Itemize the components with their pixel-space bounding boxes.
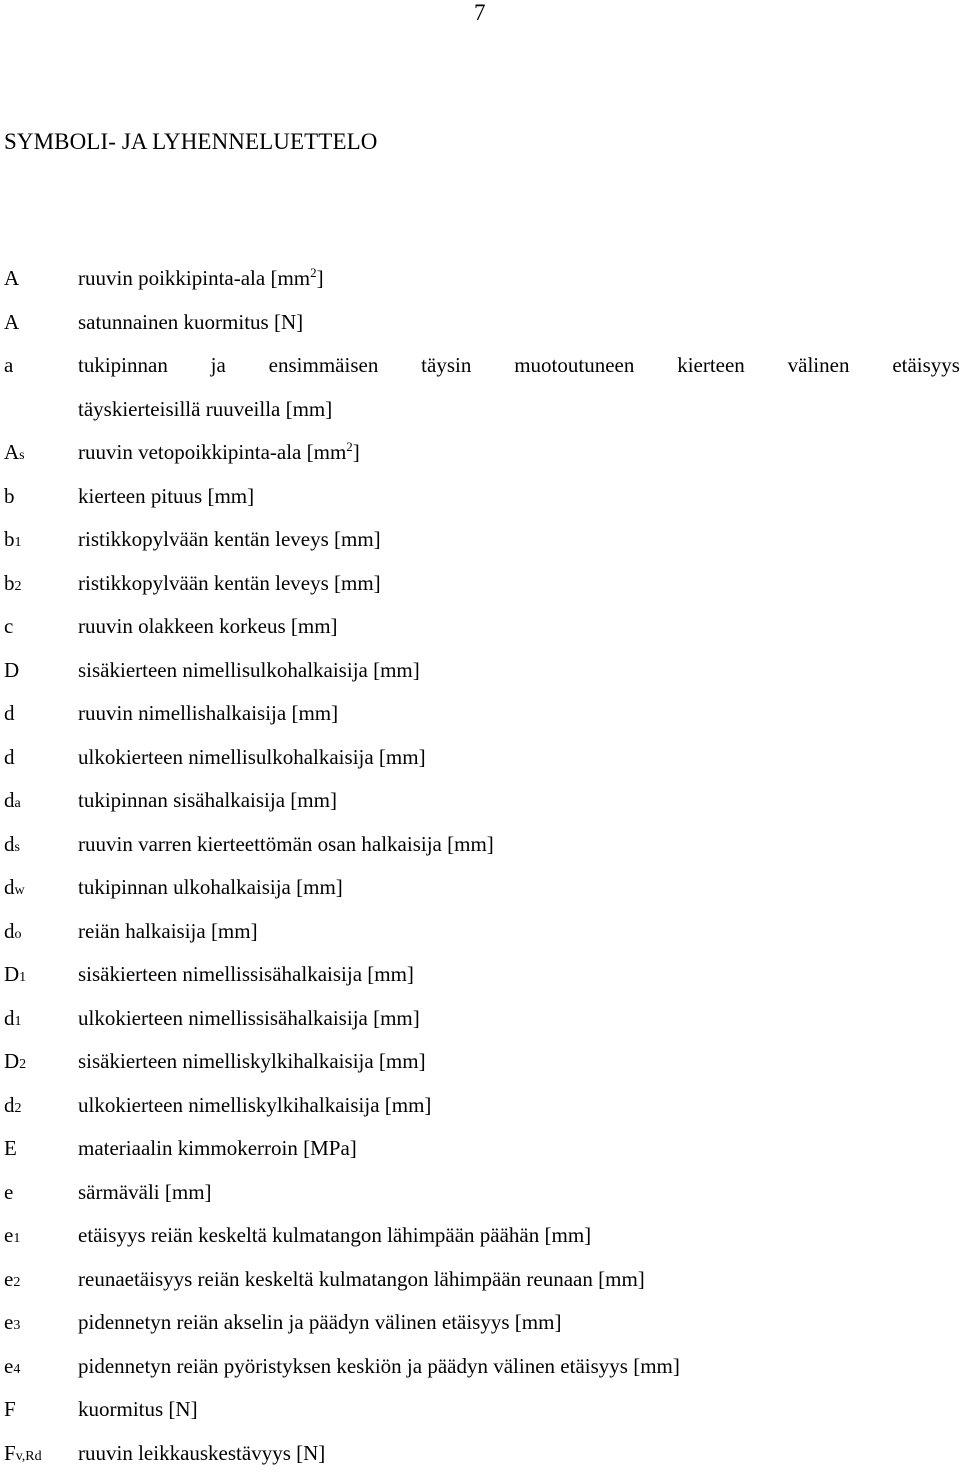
description [78,344,960,431]
description: ulkokierteen nimellissisähalkaisija [mm] [78,1005,420,1030]
list-item [0,692,960,736]
symbol: a [4,353,14,377]
symbol: e1 [4,1223,21,1247]
symbol: e2 [4,1266,21,1291]
list-item [0,605,960,649]
description: pidennetyn reiän pyöristyksen keskiön ja päädyn välinen etäisyys [mm] [78,1353,680,1378]
symbol-list [0,257,960,1475]
symbol: D [4,657,20,682]
list-item [0,779,960,823]
list-item [0,736,960,780]
symbol: e4 [4,1353,21,1378]
symbol: ds [4,831,20,856]
description: ristikkopylvään kentän leveys [mm] [78,570,381,595]
symbol: d2 [4,1092,22,1117]
symbol: e [4,1179,14,1204]
symbol: do [4,918,22,943]
description: ulkokierteen nimellisulkohalkaisija [mm] [78,744,426,769]
symbol: b [4,483,15,508]
description: reiän halkaisija [mm] [78,918,258,943]
list-item [0,1345,960,1389]
description: särmäväli [mm] [78,1179,212,1204]
list-item [0,953,960,997]
symbol: dw [4,875,25,899]
symbol: d [4,744,15,769]
list-item [0,1040,960,1084]
description: sisäkierteen nimelliskylkihalkaisija [mm] [78,1049,426,1073]
description: ruuvin nimellishalkaisija [mm] [78,701,339,725]
symbol: e3 [4,1310,21,1334]
list-item [0,518,960,562]
list-item [0,475,960,519]
symbol: A [4,266,20,290]
symbol: E [4,1136,17,1160]
list-item [0,1432,960,1476]
description: reunaetäisyys reiän keskeltä kulmatangon lähimpään reunaan [mm] [78,1266,645,1291]
list-item [0,1388,960,1432]
description: ulkokierteen nimelliskylkihalkaisija [mm] [78,1092,432,1117]
list-item [0,823,960,867]
description: kierteen pituus [mm] [78,483,255,508]
list-item [0,1084,960,1128]
list-item [0,910,960,954]
description-line-2: täyskierteisillä ruuveilla [mm] [78,396,333,421]
symbol: d1 [4,1005,22,1030]
symbol: c [4,614,14,638]
description: satunnainen kuormitus [N] [78,309,304,334]
list-item [0,649,960,693]
list-item [0,866,960,910]
description: tukipinnan sisähalkaisija [mm] [78,788,337,812]
description: materiaalin kimmokerroin [MPa] [78,1136,357,1160]
symbol: Fv,Rd [4,1440,42,1465]
description: ruuvin vetopoikkipinta-ala $[mm^2]$ [78,439,360,464]
description-line-1: tukipinnan ja ensimmäisen täysin muotoutuneen kierteen välinen etäisyys [78,353,960,377]
list-item [0,997,960,1041]
list-item [0,431,960,475]
description: etäisyys reiän keskeltä kulmatangon lähimpään päähän [mm] [78,1223,592,1247]
page-heading: SYMBOLI- JA LYHENNELUETTELO [4,129,378,154]
symbol: b1 [4,527,22,551]
symbol: F [4,1397,16,1421]
description: ristikkopylvään kentän leveys [mm] [78,527,381,551]
description: ruuvin varren kierteettömän osan halkaisija [mm] [78,831,494,856]
symbol: d [4,701,15,725]
description: pidennetyn reiän akselin ja päädyn välinen etäisyys [mm] [78,1310,562,1334]
list-item [0,257,960,301]
description: sisäkierteen nimellisulkohalkaisija [mm] [78,657,420,682]
page-number: 7 [474,0,486,25]
description: tukipinnan ulkohalkaisija [mm] [78,875,343,899]
description: ruuvin leikkauskestävyys [N] [78,1440,326,1465]
list-item [0,1171,960,1215]
symbol: D2 [4,1049,27,1073]
description: ruuvin olakkeen korkeus [mm] [78,614,338,638]
list-item [0,1127,960,1171]
symbol: D1 [4,962,27,986]
description: kuormitus [N] [78,1397,198,1421]
symbol: b2 [4,570,22,595]
symbol: A [4,309,20,334]
list-item [0,1214,960,1258]
list-item [0,1301,960,1345]
description: ruuvin poikkipinta-ala $[mm^2]$ [78,265,324,290]
list-item [0,344,960,431]
list-item [0,301,960,345]
list-item [0,1258,960,1302]
list-item [0,562,960,606]
symbol: da [4,788,21,812]
symbol: As [4,440,25,464]
description: sisäkierteen nimellissisähalkaisija [mm] [78,962,414,986]
